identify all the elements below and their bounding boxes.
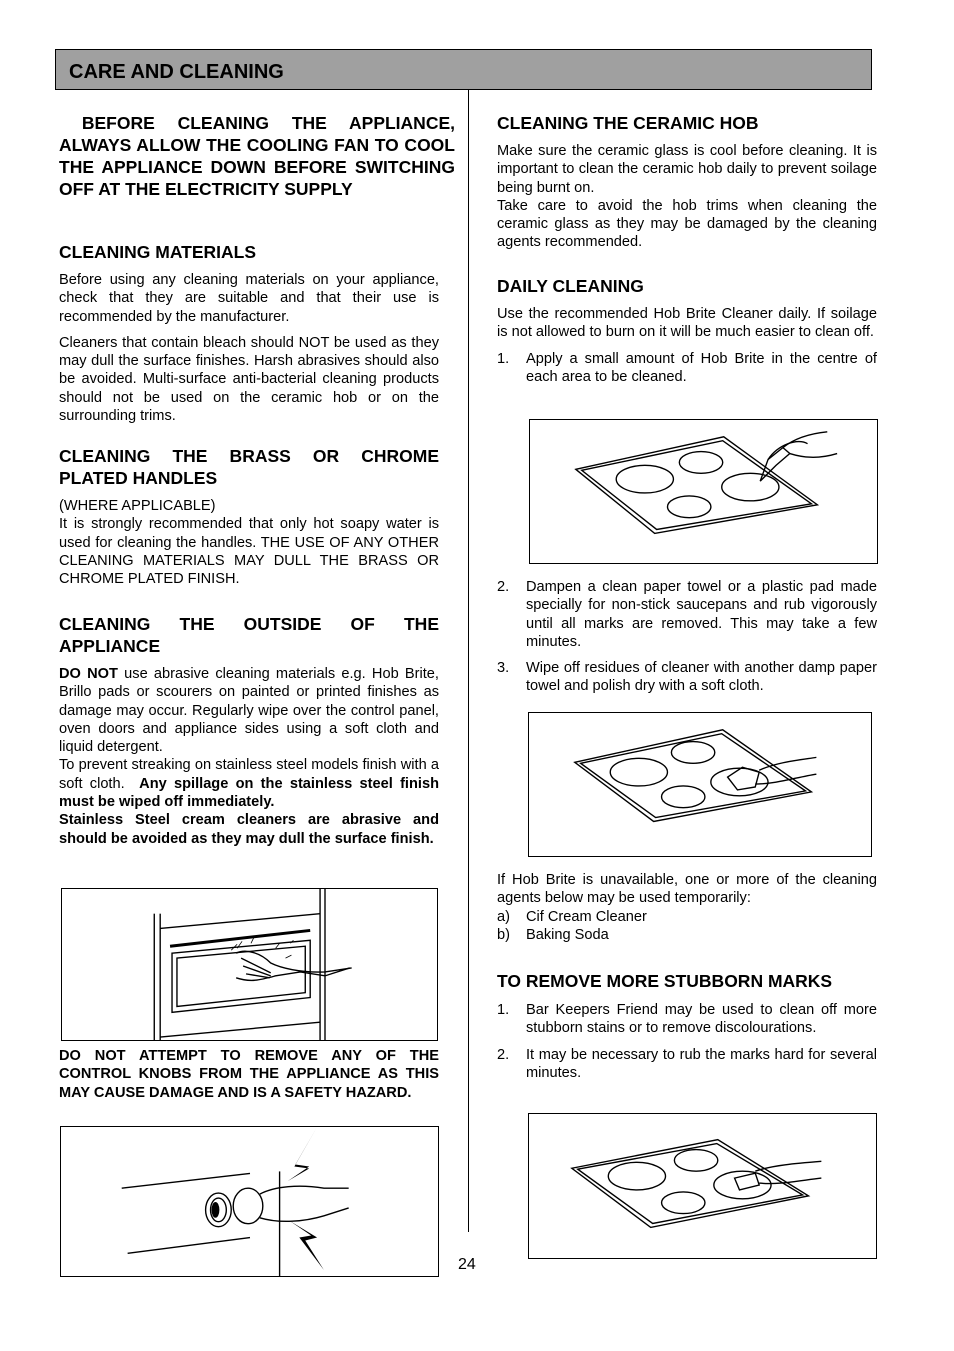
hob-wipe-drawing xyxy=(529,713,871,856)
cleaning-materials-section xyxy=(59,241,439,425)
handles-paragraph: It is strongly recommended that only hot soapy water is used for cleaning the handles. THE USE OF ANY OTHER CLEANING MATERIALS MAY DULL THE BRASS OR CHROME PLATED FINISH. xyxy=(59,516,439,588)
section-header xyxy=(55,49,872,90)
step-text: Dampen a clean paper towel or a plastic pad made specially for non-stick saucepans and rub vigorously until all marks are removed. This may take a few minutes. xyxy=(526,579,877,650)
oven-door-cleaning-illustration xyxy=(61,888,438,1041)
ceramic-hob-paragraph-2: Take care to avoid the hob trims when cleaning the ceramic glass as they may be damaged by the cleaning agents recommended. xyxy=(497,197,877,251)
oven-door-drawing xyxy=(62,889,437,1040)
step-text: It may be necessary to rub the marks hard for several minutes. xyxy=(526,1046,877,1081)
page-number: 24 xyxy=(458,1256,476,1273)
outside-heading: CLEANING THE OUTSIDE OF THE APPLIANCE xyxy=(59,614,439,656)
outside-paragraph-1-text: use abrasive cleaning materials e.g. Hob Brite, Brillo pads or scourers on painted or printed finishes as damage may occur. Regularly wipe over the control panel, oven doors and appliance sides using a soft cloth and liquid detergent. xyxy=(59,666,439,756)
hob-apply-cleaner-illustration xyxy=(529,419,878,564)
do-not-emphasis: DO NOT xyxy=(59,666,118,682)
control-knob-drawing xyxy=(61,1127,438,1276)
hob-apply-drawing xyxy=(530,420,877,563)
stubborn-marks-section xyxy=(497,970,877,1082)
safety-warning-block xyxy=(59,112,460,200)
handles-section xyxy=(59,445,439,588)
handles-heading: CLEANING THE BRASS OR CHROME PLATED HANDLES xyxy=(59,446,439,488)
daily-step-1 xyxy=(497,350,877,387)
step-text: Apply a small amount of Hob Brite in the centre of each area to be cleaned. xyxy=(526,350,877,385)
daily-cleaning-heading: DAILY CLEANING xyxy=(497,276,644,296)
ceramic-hob-section xyxy=(497,112,877,252)
ceramic-hob-heading: CLEANING THE CERAMIC HOB xyxy=(497,113,759,133)
alternative-cleaners-section xyxy=(497,871,877,944)
hob-stubborn-marks-illustration xyxy=(528,1113,877,1259)
outside-section xyxy=(59,613,444,848)
item-text: Cif Cream Cleaner xyxy=(526,908,647,925)
cleaning-materials-paragraph-2: Cleaners that contain bleach should NOT be used as they may dull the surface finishes. Harsh abrasives should also be avoided. Multi-surface anti-bacterial cleaning products should not be used on the ceramic hob or on the surrounding trims. xyxy=(59,334,439,425)
item-letter: a) xyxy=(497,908,510,925)
outside-paragraph-2-text: To prevent streaking on stainless steel models finish with a soft cloth. xyxy=(59,757,444,792)
cleaning-materials-heading: CLEANING MATERIALS xyxy=(59,242,257,262)
stainless-steel-warning: Stainless Steel cream cleaners are abrasive and should be avoided as they may dull the surface finish. xyxy=(59,812,439,847)
page-title: CARE AND CLEANING xyxy=(69,61,284,83)
cooling-fan-warning: BEFORE CLEANING THE APPLIANCE, ALWAYS ALLOW THE COOLING FAN TO COOL THE APPLIANCE DOWN BEFORE SWITCHING OFF AT THE ELECTRICITY SUPPLY xyxy=(59,113,460,199)
stubborn-step-1 xyxy=(497,1001,877,1038)
item-text: Baking Soda xyxy=(526,926,609,943)
daily-steps-2-3 xyxy=(497,578,877,696)
alternative-cleaners-paragraph: If Hob Brite is unavailable, one or more of the cleaning agents below may be used temporarily: xyxy=(497,872,877,907)
control-knobs-warning: DO NOT ATTEMPT TO REMOVE ANY OF THE CONTROL KNOBS FROM THE APPLIANCE AS THIS MAY CAUSE DAMAGE AND IS A SAFETY HAZARD. xyxy=(59,1048,439,1101)
outside-paragraph-1 xyxy=(59,665,439,756)
ceramic-hob-paragraph-1: Make sure the ceramic glass is cool before cleaning. It is important to clean the ceramic hob daily to prevent soilage being burnt on. xyxy=(497,143,877,196)
step-text: Wipe off residues of cleaner with another damp paper towel and polish dry with a soft cloth. xyxy=(526,660,877,695)
hob-wipe-residue-illustration xyxy=(528,712,872,857)
knobs-warning-block xyxy=(59,1047,439,1102)
stubborn-marks-heading: TO REMOVE MORE STUBBORN MARKS xyxy=(497,971,833,991)
cleaning-materials-paragraph-1: Before using any cleaning materials on your appliance, check that they are suitable and that their use is recommended by the manufacturer. xyxy=(59,272,439,325)
alternative-item-b xyxy=(497,926,877,944)
handles-where-applicable: (WHERE APPLICABLE) xyxy=(59,498,216,514)
outside-paragraph-2 xyxy=(59,756,444,811)
daily-cleaning-paragraph: Use the recommended Hob Brite Cleaner daily. If soilage is not allowed to burn on it will be much easier to clean off. xyxy=(497,306,877,341)
step-number: 1. xyxy=(497,350,510,367)
daily-step-2 xyxy=(497,578,877,651)
step-number: 1. xyxy=(497,1002,510,1018)
control-knob-illustration xyxy=(60,1126,439,1277)
hob-scrub-drawing xyxy=(529,1114,876,1258)
daily-step-3 xyxy=(497,659,877,696)
step-number: 2. xyxy=(497,1046,510,1063)
spillage-warning: Any spillage on the stainless steel finish must be wiped off immediately. xyxy=(59,775,439,811)
item-letter: b) xyxy=(497,926,510,943)
step-number: 3. xyxy=(497,660,510,677)
daily-cleaning-section xyxy=(497,275,877,386)
step-text: Bar Keepers Friend may be used to clean off more stubborn stains or to remove discolourations. xyxy=(526,1002,877,1037)
step-number: 2. xyxy=(497,579,510,595)
column-divider xyxy=(468,90,469,1232)
stubborn-step-2 xyxy=(497,1046,877,1083)
alternative-item-a xyxy=(497,908,877,926)
